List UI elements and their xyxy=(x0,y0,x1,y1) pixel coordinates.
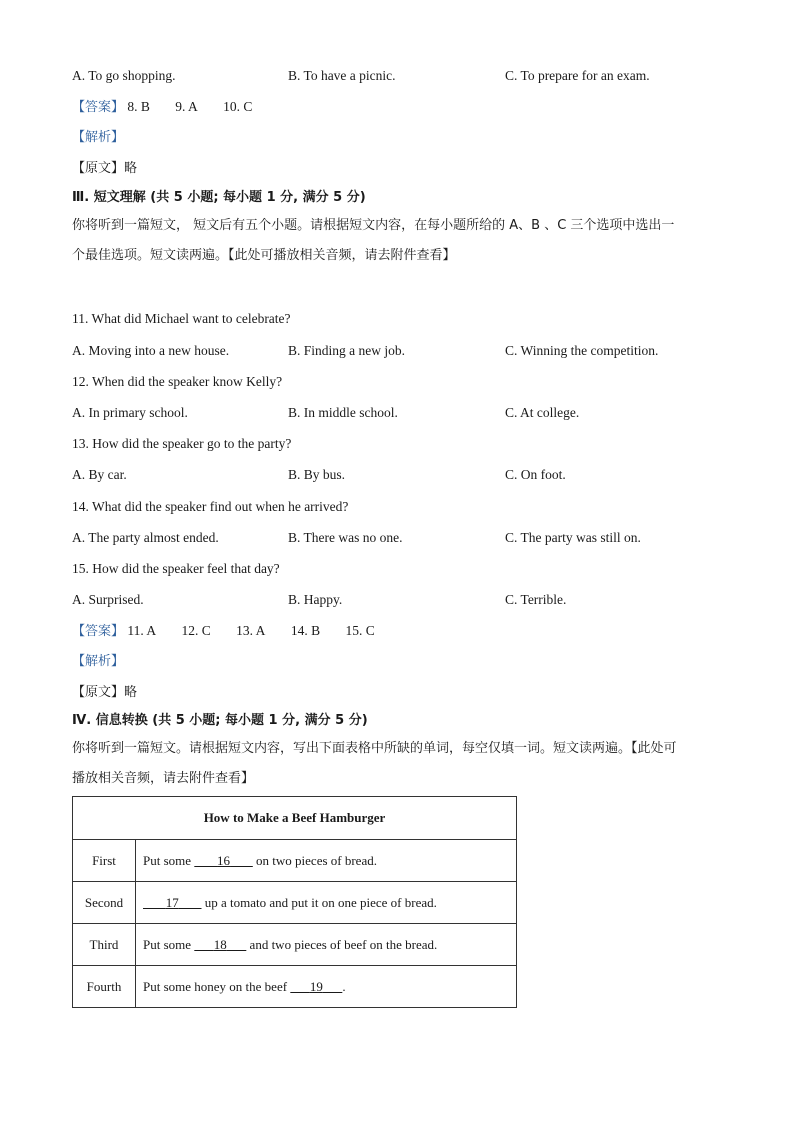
table-row xyxy=(73,924,517,966)
table-row xyxy=(73,882,517,924)
table-row xyxy=(73,840,517,882)
blank-number: 17 xyxy=(165,894,179,910)
blank-number: 19 xyxy=(309,978,323,994)
original-line-2 xyxy=(72,684,137,702)
answer-item: 12. C xyxy=(181,623,211,638)
answer-tag: 【答案】 xyxy=(72,100,125,115)
q14-option-a: A. The party almost ended. xyxy=(72,530,219,545)
step-text-before: Put some xyxy=(143,852,195,868)
blank-number: 18 xyxy=(213,936,227,952)
q13-option-b: B. By bus. xyxy=(288,467,346,482)
section-3-instruction-line-1: 你将听到一篇短文， 短文后有五个小题。请根据短文内容，在每小题所给的 A、B 、C 三个选项中选出一 xyxy=(72,218,675,233)
answer-item: 10. C xyxy=(223,99,253,114)
answer-line-2 xyxy=(72,622,397,641)
answer-tag: 【答案】 xyxy=(72,624,125,639)
step-content xyxy=(136,924,517,966)
original-text: 略 xyxy=(124,685,138,700)
section-3-title: Ⅲ. 短文理解 (共 5 小题; 每小题 1 分, 满分 5 分) xyxy=(72,190,366,205)
table-row xyxy=(73,966,517,1008)
question-12: 12. When did the speaker know Kelly? xyxy=(72,374,283,389)
answer-item: 14. B xyxy=(290,623,321,638)
q10-option-c: C. To prepare for an exam. xyxy=(505,68,650,83)
step-text-before: Put some xyxy=(143,936,195,952)
blank-number: 16 xyxy=(217,852,231,868)
hamburger-steps-table xyxy=(72,796,517,1008)
blank-16 xyxy=(194,853,253,869)
q15-option-b: B. Happy. xyxy=(288,592,343,607)
step-label: Fourth xyxy=(73,966,136,1008)
blank-17 xyxy=(143,895,202,911)
question-11: 11. What did Michael want to celebrate? xyxy=(72,311,291,326)
step-content xyxy=(136,882,517,924)
answer-item: 8. B xyxy=(127,99,150,114)
answer-line-1 xyxy=(72,98,274,117)
q12-option-a: A. In primary school. xyxy=(72,405,188,420)
table-title: How to Make a Beef Hamburger xyxy=(73,797,517,840)
q15-option-c: C. Terrible. xyxy=(505,592,567,607)
q11-option-b: B. Finding a new job. xyxy=(288,343,405,358)
q14-option-b: B. There was no one. xyxy=(288,530,403,545)
step-text-before: Put some honey on the beef xyxy=(143,978,291,994)
section-3-instruction-line-2: 个最佳选项。短文读两遍。【此处可播放相关音频，请去附件查看】 xyxy=(72,248,456,263)
step-content xyxy=(136,966,517,1008)
step-text-after: on two pieces of bread. xyxy=(252,852,377,868)
blank-18 xyxy=(194,937,246,953)
step-label: Third xyxy=(73,924,136,966)
original-tag: 【原文】 xyxy=(72,161,125,176)
q11-option-c: C. Winning the competition. xyxy=(505,343,659,358)
q12-option-c: C. At college. xyxy=(505,405,580,420)
q14-option-c: C. The party was still on. xyxy=(505,530,641,545)
answer-item: 11. A xyxy=(127,623,157,638)
q11-option-a: A. Moving into a new house. xyxy=(72,343,230,358)
table-title-row xyxy=(73,797,517,840)
q13-option-c: C. On foot. xyxy=(505,467,566,482)
original-line-1 xyxy=(72,160,137,178)
analysis-tag-2: 【解析】 xyxy=(72,654,125,669)
answer-item: 15. C xyxy=(345,623,375,638)
analysis-tag-1: 【解析】 xyxy=(72,130,125,145)
q12-option-b: B. In middle school. xyxy=(288,405,398,420)
step-text-after: . xyxy=(342,978,346,994)
step-text-after: up a tomato and put it on one piece of bread. xyxy=(201,894,437,910)
step-label: Second xyxy=(73,882,136,924)
section-4-instruction-line-1: 你将听到一篇短文。请根据短文内容，写出下面表格中所缺的单词，每空仅填一词。短文读两遍。【此处可 xyxy=(72,741,677,756)
question-14: 14. What did the speaker find out when he arrived? xyxy=(72,499,349,514)
q13-option-a: A. By car. xyxy=(72,467,127,482)
step-content xyxy=(136,840,517,882)
step-text-after: and two pieces of beef on the bread. xyxy=(246,936,438,952)
step-label: First xyxy=(73,840,136,882)
section-4-instruction-line-2: 播放相关音频，请去附件查看】 xyxy=(72,771,255,786)
question-13: 13. How did the speaker go to the party? xyxy=(72,436,292,451)
original-tag: 【原文】 xyxy=(72,685,125,700)
blank-19 xyxy=(290,979,342,995)
q15-option-a: A. Surprised. xyxy=(72,592,144,607)
answer-item: 13. A xyxy=(236,623,266,638)
original-text: 略 xyxy=(124,161,138,176)
q10-option-b: B. To have a picnic. xyxy=(288,68,396,83)
section-4-title: Ⅳ. 信息转换 (共 5 小题; 每小题 1 分, 满分 5 分) xyxy=(72,713,368,728)
q10-option-a: A. To go shopping. xyxy=(72,68,176,83)
question-15: 15. How did the speaker feel that day? xyxy=(72,561,280,576)
answer-item: 9. A xyxy=(175,99,198,114)
